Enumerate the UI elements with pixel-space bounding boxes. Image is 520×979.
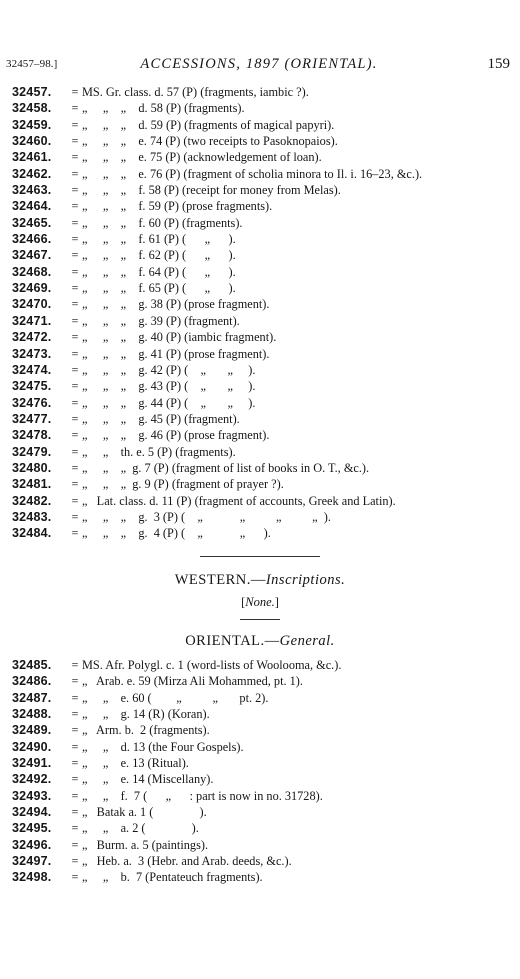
entry-row: [12, 280, 512, 296]
entry-number: 32476.: [12, 395, 52, 410]
entry-row: [12, 460, 512, 476]
entry-number: 32481.: [12, 477, 52, 492]
entry-row: [12, 771, 512, 787]
entry-equals: =: [71, 362, 79, 377]
section-title-oriental-italic: General.: [279, 633, 335, 649]
entry-equals: =: [71, 101, 79, 116]
entry-number: 32487.: [12, 690, 52, 705]
entry-description: „ „ „ g. 45 (P) (fragment).: [82, 411, 240, 426]
section-note-text: None.: [245, 595, 275, 609]
entry-equals: =: [71, 805, 79, 820]
entry-equals: =: [71, 477, 79, 492]
entry-equals: =: [71, 870, 79, 885]
entry-equals: =: [71, 854, 79, 869]
entry-description: „ „ „ d. 59 (P) (fragments of magical papyri).: [82, 117, 335, 132]
entry-equals: =: [71, 428, 79, 443]
entry-description: „ Arab. e. 59 (Mirza Ali Mohammed, pt. 1).: [82, 674, 303, 689]
page-number: 159: [487, 56, 510, 72]
entry-number: 32495.: [12, 821, 52, 836]
entry-number: 32475.: [12, 379, 52, 394]
entry-row: [12, 182, 512, 198]
entry-row: [12, 476, 512, 492]
entry-number: 32461.: [12, 150, 52, 165]
entry-description: „ „ „ g. 41 (P) (prose fragment).: [82, 346, 270, 361]
entry-equals: =: [71, 117, 79, 132]
header-title: ACCESSIONS, 1897 (ORIENTAL).: [140, 56, 378, 72]
entry-equals: =: [71, 772, 79, 787]
entry-row: [12, 657, 512, 673]
entry-row: [12, 411, 512, 427]
entry-equals: =: [71, 821, 79, 836]
entry-description: „ „ „ g. 46 (P) (prose fragment).: [82, 428, 270, 443]
entry-row: [12, 673, 512, 689]
entry-row: [12, 706, 512, 722]
entry-equals: =: [71, 690, 79, 705]
entry-row: [12, 264, 512, 280]
entry-number: 32483.: [12, 509, 52, 524]
entry-row: [12, 427, 512, 443]
entry-description: „ „ „ g. 39 (P) (fragment).: [82, 313, 240, 328]
section-divider-short: [240, 619, 280, 620]
entry-equals: =: [71, 183, 79, 198]
section-note-western: [None.]: [241, 595, 279, 609]
entry-equals: =: [71, 166, 79, 181]
entry-equals: =: [71, 85, 79, 99]
entry-description: „ „ „ f. 59 (P) (prose fragments).: [82, 199, 273, 214]
entry-number: 32497.: [12, 854, 52, 869]
entry-equals: =: [71, 411, 79, 426]
entry-number: 32459.: [12, 117, 52, 132]
entry-description: „ Burm. a. 5 (paintings).: [82, 837, 209, 852]
entry-description: „ „ „ f. 60 (P) (fragments).: [82, 215, 243, 230]
greek-entries-list: [12, 84, 512, 542]
entry-equals: =: [71, 232, 79, 247]
entry-description: „ „ „ e. 76 (P) (fragment of scholia minora to Il. i. 16–23, &c.).: [82, 166, 423, 181]
entry-description: „ „ „ g. 40 (P) (iambic fragment).: [82, 330, 277, 345]
entry-description: „ „ d. 13 (the Four Gospels).: [82, 739, 244, 754]
entry-number: 32464.: [12, 199, 52, 214]
entry-description: „ „ „ f. 58 (P) (receipt for money from Melas).: [82, 183, 341, 198]
entry-row: [12, 231, 512, 247]
entry-number: 32486.: [12, 674, 52, 689]
entry-row: [12, 346, 512, 362]
entry-number: 32466.: [12, 232, 52, 247]
entry-description: „ „ „ g. 44 (P) ( „ „ ).: [82, 395, 256, 410]
entry-row: [12, 215, 512, 231]
section-title-western-italic: Inscriptions.: [265, 572, 346, 588]
entry-row: [12, 362, 512, 378]
entry-description: „ „ „ f. 65 (P) ( „ ).: [82, 281, 236, 296]
entry-equals: =: [71, 297, 79, 312]
entry-equals: =: [71, 330, 79, 345]
entry-row: [12, 117, 512, 133]
entry-number: 32468.: [12, 264, 52, 279]
entry-number: 32469.: [12, 281, 52, 296]
entry-description: „ „ „ f. 61 (P) ( „ ).: [82, 232, 236, 247]
entry-number: 32492.: [12, 772, 52, 787]
entry-number: 32494.: [12, 805, 52, 820]
entry-row: [12, 509, 512, 525]
entry-equals: =: [71, 313, 79, 328]
entry-equals: =: [71, 444, 79, 459]
section-divider: [200, 556, 320, 557]
entry-number: 32470.: [12, 297, 52, 312]
entry-equals: =: [71, 215, 79, 230]
entry-row: [12, 788, 512, 804]
entry-row: [12, 84, 512, 100]
entry-number: 32460.: [12, 134, 52, 149]
entry-number: 32473.: [12, 346, 52, 361]
entry-description: „ „ „ g. 42 (P) ( „ „ ).: [82, 362, 256, 377]
entry-number: 32488.: [12, 707, 52, 722]
entry-description: „ Lat. class. d. 11 (P) (fragment of accounts, Greek and Latin).: [82, 493, 396, 508]
entry-row: [12, 755, 512, 771]
entry-description: „ „ „ g. 9 (P) (fragment of prayer ?).: [82, 477, 284, 492]
entry-number: 32474.: [12, 362, 52, 377]
entry-description: „ „ „ g. 43 (P) ( „ „ ).: [82, 379, 256, 394]
entry-number: 32471.: [12, 313, 52, 328]
entry-number: 32467.: [12, 248, 52, 263]
entry-row: [12, 690, 512, 706]
entry-row: [12, 820, 512, 836]
entry-equals: =: [71, 739, 79, 754]
entry-number: 32472.: [12, 330, 52, 345]
entry-description: „ „ e. 13 (Ritual).: [82, 756, 189, 771]
entry-row: [12, 296, 512, 312]
entry-description: „ „ th. e. 5 (P) (fragments).: [82, 444, 236, 459]
section-title-western: [0, 572, 520, 589]
entry-equals: =: [71, 281, 79, 296]
entry-description: „ „ „ g. 3 (P) ( „ „ „ „ ).: [82, 509, 331, 524]
entry-equals: =: [71, 248, 79, 263]
entry-row: [12, 100, 512, 116]
entry-description: „ „ „ e. 75 (P) (acknowledgement of loan).: [82, 150, 322, 165]
entry-number: 32457.: [12, 85, 52, 99]
entry-number: 32485.: [12, 658, 52, 672]
entry-description: MS. Gr. class. d. 57 (P) (fragments, iambic ?).: [82, 85, 309, 99]
entry-number: 32496.: [12, 837, 52, 852]
page-header: [6, 56, 512, 74]
entry-equals: =: [71, 788, 79, 803]
entry-number: 32484.: [12, 526, 52, 541]
entry-row: [12, 166, 512, 182]
entry-description: „ „ e. 14 (Miscellany).: [82, 772, 214, 787]
entry-description: „ „ e. 60 ( „ „ pt. 2).: [82, 690, 269, 705]
entry-row: [12, 329, 512, 345]
entry-number: 32489.: [12, 723, 52, 738]
entry-equals: =: [71, 526, 79, 541]
entry-equals: =: [71, 756, 79, 771]
entry-number: 32465.: [12, 215, 52, 230]
entry-number: 32477.: [12, 411, 52, 426]
entry-row: [12, 869, 512, 885]
entry-equals: =: [71, 837, 79, 852]
header-range: 32457–98.]: [6, 58, 58, 70]
entry-equals: =: [71, 134, 79, 149]
entry-equals: =: [71, 493, 79, 508]
entry-description: „ Arm. b. 2 (fragments).: [82, 723, 210, 738]
entry-equals: =: [71, 674, 79, 689]
entry-number: 32479.: [12, 444, 52, 459]
entry-equals: =: [71, 658, 79, 672]
entry-equals: =: [71, 460, 79, 475]
entry-description: „ „ „ f. 62 (P) ( „ ).: [82, 248, 236, 263]
entry-number: 32498.: [12, 870, 52, 885]
entry-row: [12, 149, 512, 165]
entry-equals: =: [71, 723, 79, 738]
entry-description: „ „ „ f. 64 (P) ( „ ).: [82, 264, 236, 279]
entry-number: 32478.: [12, 428, 52, 443]
entry-number: 32482.: [12, 493, 52, 508]
entry-number: 32462.: [12, 166, 52, 181]
entry-row: [12, 378, 512, 394]
entry-description: „ „ „ e. 74 (P) (two receipts to Pasoknopaios).: [82, 134, 338, 149]
entry-description: „ „ „ g. 38 (P) (prose fragment).: [82, 297, 270, 312]
entry-row: [12, 444, 512, 460]
entry-equals: =: [71, 264, 79, 279]
entry-row: [12, 853, 512, 869]
entry-equals: =: [71, 707, 79, 722]
entry-description: „ „ a. 2 ( ).: [82, 821, 199, 836]
oriental-entries-list: [12, 657, 512, 886]
entry-row: [12, 804, 512, 820]
entry-description: „ „ f. 7 ( „ : part is now in no. 31728).: [82, 788, 323, 803]
entry-number: 32463.: [12, 183, 52, 198]
entry-number: 32480.: [12, 460, 52, 475]
entry-row: [12, 313, 512, 329]
entry-row: [12, 493, 512, 509]
entry-number: 32491.: [12, 756, 52, 771]
entry-equals: =: [71, 346, 79, 361]
entry-description: „ „ „ g. 7 (P) (fragment of list of books in O. T., &c.).: [82, 460, 370, 475]
entry-number: 32490.: [12, 739, 52, 754]
entry-equals: =: [71, 379, 79, 394]
entry-row: [12, 525, 512, 541]
section-title-oriental-plain: ORIENTAL.—: [185, 633, 280, 649]
entry-equals: =: [71, 395, 79, 410]
entry-description: „ „ b. 7 (Pentateuch fragments).: [82, 870, 263, 885]
entry-equals: =: [71, 509, 79, 524]
entry-number: 32458.: [12, 101, 52, 116]
entry-number: 32493.: [12, 788, 52, 803]
entry-row: [12, 247, 512, 263]
entry-row: [12, 722, 512, 738]
entry-row: [12, 739, 512, 755]
section-title-western-plain: WESTERN.—: [174, 572, 266, 588]
entry-equals: =: [71, 150, 79, 165]
entry-description: „ „ g. 14 (R) (Koran).: [82, 707, 210, 722]
entry-description: „ „ „ d. 58 (P) (fragments).: [82, 101, 245, 116]
entry-equals: =: [71, 199, 79, 214]
entry-description: „ Heb. a. 3 (Hebr. and Arab. deeds, &c.).: [82, 854, 292, 869]
entry-description: „ Batak a. 1 ( ).: [82, 805, 207, 820]
entry-row: [12, 395, 512, 411]
entry-description: MS. Afr. Polygl. c. 1 (word-lists of Woolooma, &c.).: [82, 658, 342, 672]
entry-row: [12, 198, 512, 214]
entry-row: [12, 837, 512, 853]
entry-description: „ „ „ g. 4 (P) ( „ „ ).: [82, 526, 271, 541]
entry-row: [12, 133, 512, 149]
section-title-oriental: [0, 633, 520, 650]
